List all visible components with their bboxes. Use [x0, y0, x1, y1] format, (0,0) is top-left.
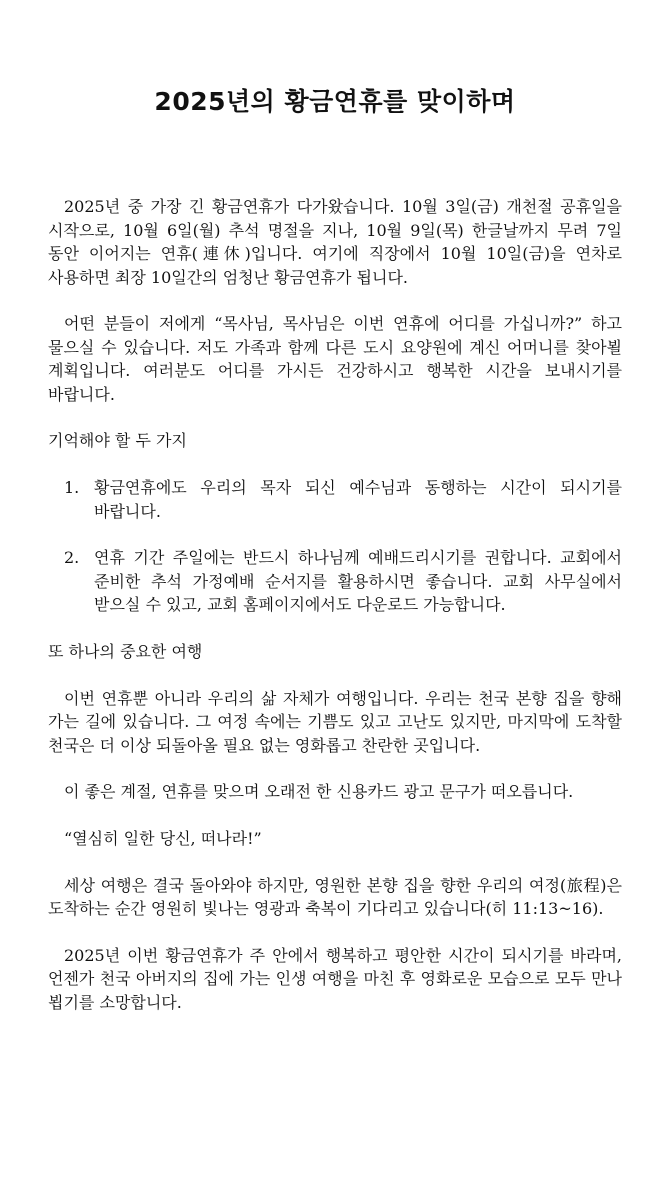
list-item — [64, 476, 622, 523]
section-heading-journey: 또 하나의 중요한 여행 — [48, 641, 203, 661]
list-item-number: 1. — [64, 478, 80, 497]
numbered-list — [48, 476, 622, 617]
list-item-text: 황금연휴에도 우리의 목자 되신 예수님과 동행하는 시간이 되시기를 바랍니다. — [94, 478, 622, 521]
ad-slogan-quote: “열심히 일한 당신, 떠나라!” — [64, 828, 262, 848]
journey-paragraph-4: 2025년 이번 황금연휴가 주 안에서 행복하고 평안한 시간이 되시기를 바라며, 언젠가 천국 아버지의 집에 가는 인생 여행을 마친 후 영화로운 모습으로 모두 만나 뵙기를 소망합니다. — [48, 945, 622, 1012]
journey-paragraph-3: 세상 여행은 결국 돌아와야 하지만, 영원한 본향 집을 향한 우리의 여정(旅程)은 도착하는 순간 영원히 빛나는 영광과 축복이 기다리고 있습니다(히 11:13~16). — [48, 875, 622, 918]
intro-paragraph-2: 어떤 분들이 저에게 “목사님, 목사님은 이번 연휴에 어디를 가십니까?” 하고 물으실 수 있습니다. 저도 가족과 함께 다른 도시 요양원에 계신 어머니를 찾아뵐 계획입니다. 여러분도 어디를 가시든 건강하시고 행복한 시간을 보내시기를 바랍니다. — [48, 314, 622, 404]
section-heading-two-things: 기억해야 할 두 가지 — [48, 431, 187, 450]
document-body — [48, 195, 622, 1014]
intro-paragraph-1: 2025년 중 가장 긴 황금연휴가 다가왔습니다. 10월 3일(금) 개천절 공휴일을 시작으로, 10월 6일(월) 추석 명절을 지나, 10월 9일(목) 한글날까지 무려 7일 동안 이어지는 연휴(連休)입니다. 여기에 직장에서 10월 10일(금)을 연차로 사용하면 최장 10일간의 엄청난 황금연휴가 됩니다. — [48, 197, 622, 287]
journey-paragraph-2: 이 좋은 계절, 연휴를 맞으며 오래전 한 신용카드 광고 문구가 떠오릅니다. — [64, 782, 574, 801]
journey-paragraph-1: 이번 연휴뿐 아니라 우리의 삶 자체가 여행입니다. 우리는 천국 본향 집을 향해 가는 길에 있습니다. 그 여정 속에는 기쁨도 있고 고난도 있지만, 마지막에 도착할 천국은 더 이상 되돌아올 필요 없는 영화롭고 찬란한 곳입니다. — [48, 688, 622, 755]
list-item — [64, 546, 622, 617]
list-item-text: 연휴 기간 주일에는 반드시 하나님께 예배드리시기를 권합니다. 교회에서 준비한 추석 가정예배 순서지를 활용하시면 좋습니다. 교회 사무실에서 받으실 수 있고, 교회 홈페이지에서도 다운로드 가능합니다. — [94, 548, 622, 614]
list-item-number: 2. — [64, 548, 80, 567]
document-title: 2025년의 황금연휴를 맞이하며 — [154, 87, 516, 116]
